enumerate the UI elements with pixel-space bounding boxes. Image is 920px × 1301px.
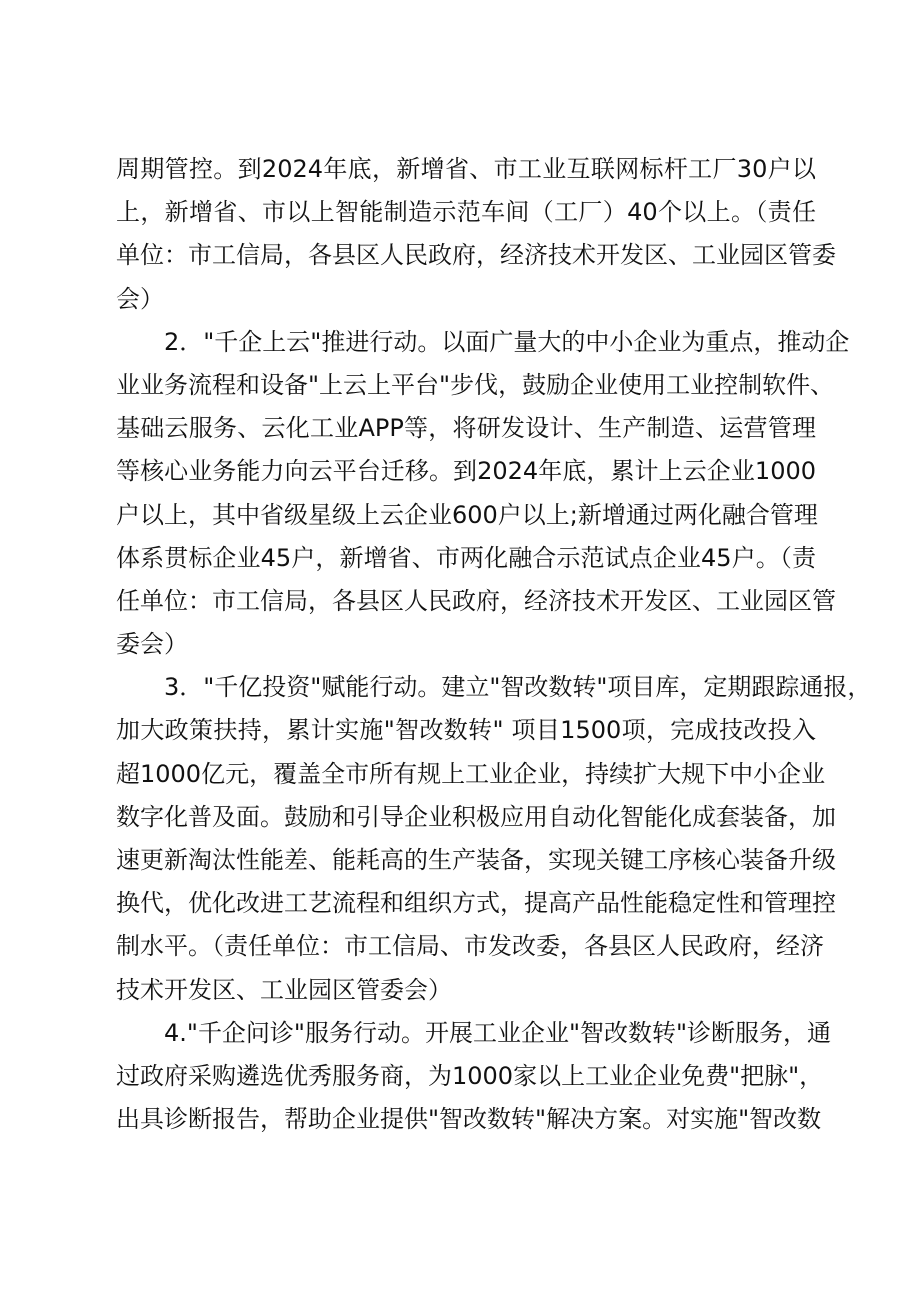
- text-line: 周期管控。到2024年底，新增省、市工业互联网标杆工厂30户以: [116, 155, 816, 183]
- text-line: 等核心业务能力向云平台迁移。到2024年底，累计上云企业1000: [116, 457, 816, 486]
- text-line: 加大政策扶持，累计实施"智改数转" 项目1500项，完成技改投入: [116, 716, 816, 745]
- text-line: 超1000亿元，覆盖全市所有规上工业企业，持续扩大规下中小企业: [116, 759, 826, 788]
- text-line: 制水平。（责任单位：市工信局、市发改委，各县区人民政府，经济: [116, 932, 824, 961]
- text-line: 技术开发区、工业园区管委会）: [116, 975, 452, 1004]
- text-line: 换代，优化改进工艺流程和组织方式，提高产品性能稳定性和管理控: [116, 889, 836, 918]
- text-line: 4."千企问诊"服务行动。开展工业企业"智改数转"诊断服务，通: [164, 1018, 832, 1047]
- text-line: 任单位：市工信局，各县区人民政府，经济技术开发区、工业园区管: [116, 586, 836, 615]
- text-line: 委会）: [116, 630, 188, 659]
- text-line: 上，新增省、市以上智能制造示范车间（工厂）40个以上。（责任: [116, 198, 816, 227]
- text-line: 3．"千亿投资"赋能行动。建立"智改数转"项目库，定期跟踪通报，: [164, 673, 872, 702]
- text-line: 体系贯标企业45户，新增省、市两化融合示范试点企业45户。（责: [116, 543, 816, 572]
- text-line: 过政府采购遴选优秀服务商，为1000家以上工业企业免费"把脉"，: [116, 1061, 824, 1090]
- body-text: [116, 148, 872, 1141]
- text-line: 单位：市工信局，各县区人民政府，经济技术开发区、工业园区管委: [116, 241, 836, 270]
- text-line: 业业务流程和设备"上云上平台"步伐，鼓励企业使用工业控制软件、: [116, 370, 835, 399]
- text-line: 基础云服务、云化工业APP等，将研发设计、生产制造、运营管理: [116, 414, 816, 443]
- text-line: 速更新淘汰性能差、能耗高的生产装备，实现关键工序核心装备升级: [116, 846, 836, 874]
- text-line: 数字化普及面。鼓励和引导企业积极应用自动化智能化成套装备，加: [116, 802, 836, 831]
- text-line: 会）: [116, 284, 164, 313]
- text-line: 户以上，其中省级星级上云企业600户以上;新增通过两化融合管理: [116, 500, 818, 529]
- text-line: 出具诊断报告，帮助企业提供"智改数转"解决方案。对实施"智改数: [116, 1105, 822, 1134]
- text-line: 2．"千企上云"推进行动。以面广量大的中小企业为重点，推动企: [164, 327, 850, 356]
